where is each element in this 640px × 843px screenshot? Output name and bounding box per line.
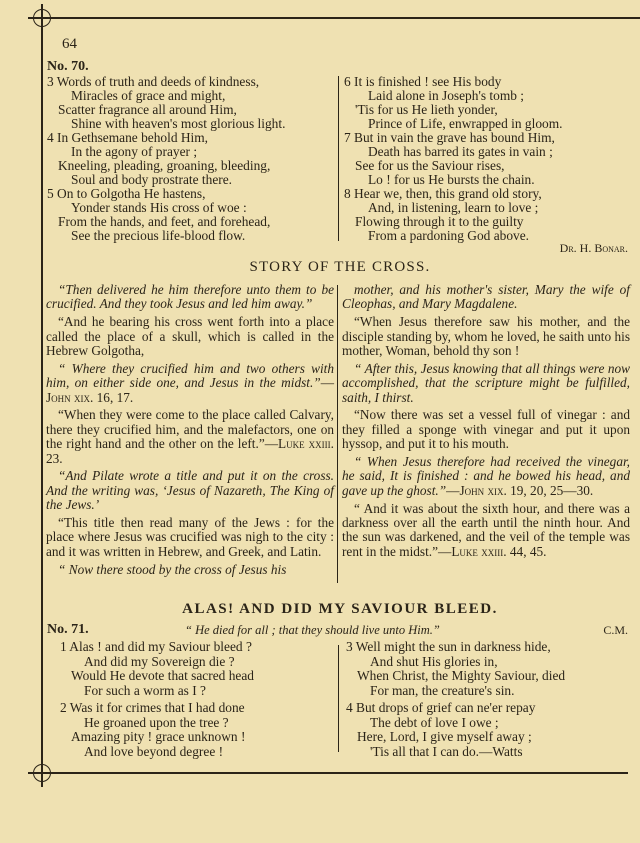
hymn-line: For man, the creature's sin. xyxy=(370,682,515,698)
paragraph xyxy=(46,408,334,466)
hymn-line: The debt of love I owe ; xyxy=(370,714,499,730)
hymn-line: Miracles of grace and might, xyxy=(71,88,226,103)
hymn-line: 2 Was it for crimes that I had done xyxy=(60,700,245,715)
hymn70-column-right xyxy=(344,75,562,243)
hymn-number: No. 71. xyxy=(47,622,89,637)
hymn70-column-left xyxy=(47,75,285,243)
stanza xyxy=(60,701,254,759)
hymn-line: For such a worm as I ? xyxy=(84,682,206,698)
column-divider xyxy=(338,645,339,752)
hymn-number: No. 70. xyxy=(47,59,89,74)
hymn-line: From a pardoning God above. xyxy=(368,228,530,243)
hymn-line: 7 But in vain the grave has bound Him, xyxy=(344,130,555,145)
paragraph xyxy=(342,315,630,358)
paragraph xyxy=(46,315,334,358)
hymn-line: Prince of Life, enwrapped in gloom. xyxy=(368,116,563,131)
paragraph xyxy=(342,283,630,312)
hymn-line: Here, Lord, I give myself away ; xyxy=(357,729,532,744)
hymn-line: And did my Sovereign die ? xyxy=(84,653,235,669)
crosshair-ornament-icon xyxy=(33,9,51,27)
hymn-line: 4 In Gethsemane behold Him, xyxy=(47,130,209,145)
hymn-line: From the hands, and feet, and forehead, xyxy=(58,214,271,229)
story-column-right xyxy=(342,283,630,563)
text-segment: “When they were come to the place called Calvary, there they crucified him, and the malefactors, one on the right hand and the other on the left.”— xyxy=(46,407,334,452)
paragraph xyxy=(342,455,630,498)
text-segment: “When Jesus therefore saw his mother, and the disciple standing by, whom he loved, he saith unto his mother, Woman, behold thy son ! xyxy=(342,314,630,359)
hymn-line: Flowing through it to the guilty xyxy=(355,214,524,229)
hymn-line: 3 Words of truth and deeds of kindness, xyxy=(47,74,260,89)
hymn-line: 3 Well might the sun in darkness hide, xyxy=(346,639,551,654)
hymn-line: Amazing pity ! grace unknown ! xyxy=(71,729,246,744)
stanza xyxy=(344,187,562,243)
text-segment: “ After this, Jesus knowing that all things were now accomplished, that the scripture might be fulfilled, saith, I thirst. xyxy=(342,360,630,405)
hymn-line: When Christ, the Mighty Saviour, died xyxy=(357,668,566,683)
hymn-line: And love beyond degree ! xyxy=(84,743,224,759)
text-segment: Luke xxiii. 23. xyxy=(46,436,334,466)
hymn-line: Scatter fragrance all around Him, xyxy=(58,102,237,117)
hymn-line: 6 It is finished ! see His body xyxy=(344,74,502,89)
stanza xyxy=(47,131,285,187)
text-segment: “This title then read many of the Jews : for the place where Jesus was crucified was nigh to the city : and it was written in Hebrew, and Greek, and Latin. xyxy=(46,515,334,559)
hymn-line: And, in listening, learn to love ; xyxy=(368,200,539,215)
text-segment: “ Where they crucified him and two others with him, on either side one, and Jesus in the midst.” xyxy=(46,360,334,391)
hymn-line: Laid alone in Joseph's tomb ; xyxy=(368,88,525,103)
story-column-left xyxy=(46,283,334,580)
text-segment: —John xix. 19, 20, 25—30. xyxy=(446,482,594,498)
text-segment: “And he bearing his cross went forth into a place called the place of a skull, which is called in the Hebrew Golgotha, xyxy=(46,314,334,359)
hymn-line: See the precious life-blood flow. xyxy=(71,228,246,243)
hymn-line: 8 Hear we, then, this grand old story, xyxy=(344,186,542,201)
hymn-title: ALAS! AND DID MY SAVIOUR BLEED. xyxy=(182,601,498,617)
hymn-line: Death has barred its gates in vain ; xyxy=(368,144,553,159)
hymn-line: 5 On to Golgotha He hastens, xyxy=(47,186,206,201)
hymn-line: See for us the Saviour rises, xyxy=(355,158,505,173)
hymn-line: Would He devote that sacred head xyxy=(71,668,254,683)
hymn-line: And shut His glories in, xyxy=(370,653,498,669)
hymn-epigraph: “ He died for all ; that they should live unto Him.” xyxy=(185,623,440,637)
page-number: 64 xyxy=(62,36,77,52)
hymn71-column-left xyxy=(60,640,254,762)
text-segment: Luke xxiii. 44, 45. xyxy=(451,543,547,559)
bottom-rule xyxy=(42,772,628,774)
hymn-line: 4 But drops of grief can ne'er repay xyxy=(346,700,536,715)
stanza xyxy=(346,701,565,759)
paragraph xyxy=(46,362,334,405)
top-rule xyxy=(42,17,640,19)
paragraph xyxy=(342,408,630,451)
paragraph xyxy=(342,502,630,560)
text-segment: —John xix. 16, 17. xyxy=(46,375,334,405)
paragraph xyxy=(46,283,334,312)
text-segment: “ And it was about the sixth hour, and there was a darkness over all the earth until the ninth hour. And the sun was darkened, and the veil of the temple was rent in the midst.”— xyxy=(342,500,630,559)
text-segment: “Now there was set a vessel full of vinegar : and they filled a sponge with vinegar and put it upon hyssop, and put it to his mouth. xyxy=(342,407,630,452)
stanza xyxy=(344,131,562,187)
stanza xyxy=(47,75,285,131)
hymn-author: Dr. H. Bonar. xyxy=(559,241,628,255)
left-rule xyxy=(41,8,43,774)
text-segment: “ Now there stood by the cross of Jesus his xyxy=(58,561,287,577)
hymn-line: Lo ! for us He bursts the chain. xyxy=(368,172,535,187)
crosshair-ornament-icon xyxy=(33,764,51,782)
hymn-line: 'Tis all that I can do.—Watts xyxy=(370,743,523,759)
text-segment: “ When Jesus therefore had received the vinegar, he said, It is finished : and he bowed his head, and gave up the ghost.” xyxy=(342,454,630,498)
hymn-line: Shine with heaven's most glorious light. xyxy=(71,116,286,131)
hymn-line: Kneeling, pleading, groaning, bleeding, xyxy=(58,158,271,173)
hymn-line: Soul and body prostrate there. xyxy=(71,172,233,187)
column-divider xyxy=(337,285,338,583)
stanza xyxy=(47,187,285,243)
hymn-line: In the agony of prayer ; xyxy=(71,144,198,159)
stanza xyxy=(346,640,565,698)
stanza xyxy=(60,640,254,698)
section-title: STORY OF THE CROSS. xyxy=(249,259,431,275)
text-segment: “Then delivered he him therefore unto them to be crucified. And they took Jesus and led him away.” xyxy=(46,282,334,312)
paragraph xyxy=(342,362,630,405)
hymn71-column-right xyxy=(346,640,565,762)
hymn-line: 'Tis for us He lieth yonder, xyxy=(355,102,498,117)
hymn-line: Yonder stands His cross of woe : xyxy=(71,200,247,215)
hymn-line: 1 Alas ! and did my Saviour bleed ? xyxy=(60,639,252,654)
column-divider xyxy=(338,76,339,241)
stanza xyxy=(344,75,562,131)
paragraph xyxy=(46,469,334,512)
hymn-meter: C.M. xyxy=(603,623,628,637)
hymn-line: He groaned upon the tree ? xyxy=(84,714,229,730)
paragraph xyxy=(46,516,334,559)
text-segment: mother, and his mother's sister, Mary the wife of Cleophas, and Mary Magdalene. xyxy=(342,282,630,312)
paragraph xyxy=(46,563,334,577)
text-segment: “And Pilate wrote a title and put it on the cross. And the writing was, ‘Jesus of Nazareth, The King of the Jews.’ xyxy=(46,468,334,513)
